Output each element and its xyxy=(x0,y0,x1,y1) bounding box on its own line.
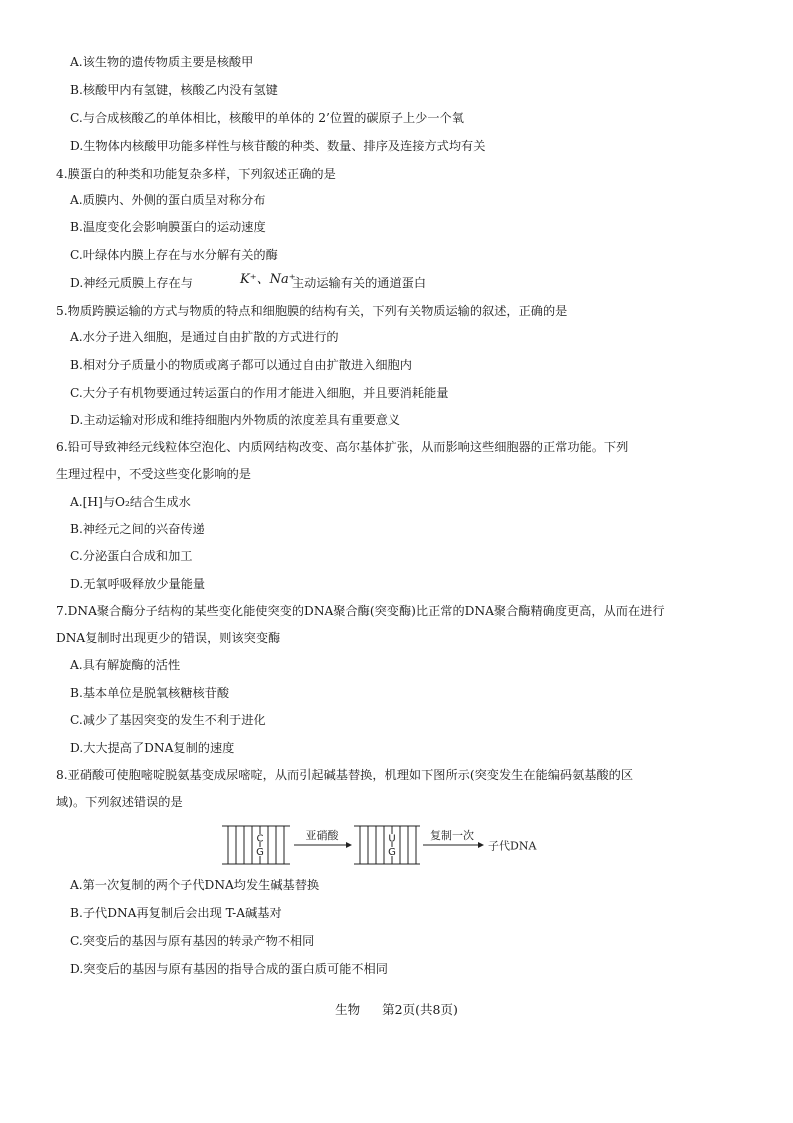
question-5-stem: 5.物质跨膜运输的方式与物质的特点和细胞膜的结构有关，下列有关物质运输的叙述，正确的是 xyxy=(56,304,568,318)
question-4-stem: 4.膜蛋白的种类和功能复杂多样，下列叙述正确的是 xyxy=(56,167,336,181)
option-d: D.生物体内核酸甲功能多样性与核苷酸的种类、数量、排序及连接方式均有关 xyxy=(70,139,486,153)
ion-formula: K⁺、Na⁺ xyxy=(240,272,296,287)
dna-segment-original xyxy=(222,826,290,864)
q6-option-d: D.无氧呼吸释放少量能量 xyxy=(70,577,206,591)
q5-option-c: C.大分子有机物要通过转运蛋白的作用才能进入细胞，并且要消耗能量 xyxy=(70,386,449,400)
base-substitution-diagram xyxy=(220,823,550,869)
q8-option-b: B.子代DNA再复制后会出现 T-A碱基对 xyxy=(70,906,282,920)
q5-option-b: B.相对分子质量小的物质或离子都可以通过自由扩散进入细胞内 xyxy=(70,358,412,372)
q7-option-c: C.减少了基因突变的发生不利于进化 xyxy=(70,713,266,727)
q7-option-a: A.具有解旋酶的活性 xyxy=(70,658,181,672)
option-c: C.与合成核酸乙的单体相比，核酸甲的单体的 2’位置的碳原子上少一个氧 xyxy=(70,111,464,125)
page-footer xyxy=(0,1000,793,1018)
question-8-stem-line2: 域)。下列叙述错误的是 xyxy=(56,795,183,809)
q8-option-c: C.突变后的基因与原有基因的转录产物不相同 xyxy=(70,934,315,948)
arrow-head-1 xyxy=(346,842,352,848)
q5-option-a: A.水分子进入细胞，是通过自由扩散的方式进行的 xyxy=(70,330,339,344)
base-g-label: G xyxy=(256,847,264,858)
footer-subject: 生物 xyxy=(335,1002,361,1017)
q7-option-d: D.大大提高了DNA复制的速度 xyxy=(70,741,235,755)
question-7-stem-line1: 7.DNA聚合酶分子结构的某些变化能使突变的DNA聚合酶(突变酶)比正常的DNA聚合酶精确度更高，从而在进行 xyxy=(56,604,665,618)
q4-option-a: A.质膜内、外侧的蛋白质呈对称分布 xyxy=(70,193,266,207)
q4-option-d-tail: 主动运输有关的通道蛋白 xyxy=(292,276,427,290)
arrow-head-2 xyxy=(478,842,484,848)
q8-option-d: D.突变后的基因与原有基因的指导合成的蛋白质可能不相同 xyxy=(70,962,388,976)
option-a: A.该生物的遗传物质主要是核酸甲 xyxy=(70,55,254,69)
base-g-label-2: G xyxy=(388,847,396,858)
q7-option-b: B.基本单位是脱氧核糖核苷酸 xyxy=(70,686,230,700)
q4-option-b: B.温度变化会影响膜蛋白的运动速度 xyxy=(70,220,266,234)
q5-option-d: D.主动运输对形成和维持细胞内外物质的浓度差具有重要意义 xyxy=(70,413,401,427)
question-8-stem-line1: 8.亚硝酸可使胞嘧啶脱氨基变成尿嘧啶，从而引起碱基替换，机理如下图所示(突变发生在能编码氨基酸的区 xyxy=(56,768,634,782)
q8-option-a: A.第一次复制的两个子代DNA均发生碱基替换 xyxy=(70,878,320,892)
footer-page-number: 第2页(共8页) xyxy=(382,1002,458,1017)
option-b: B.核酸甲内有氢键，核酸乙内没有氢键 xyxy=(70,83,278,97)
q4-option-d: D.神经元质膜上存在与 xyxy=(70,276,193,290)
q4-option-c: C.叶绿体内膜上存在与水分解有关的酶 xyxy=(70,248,278,262)
q6-option-a: A.[H]与O₂结合生成水 xyxy=(70,495,191,509)
arrow-label-nitrous-acid: 亚硝酸 xyxy=(305,829,339,842)
q6-option-c: C.分泌蛋白合成和加工 xyxy=(70,549,193,563)
q6-option-b: B.神经元之间的兴奋传递 xyxy=(70,522,205,536)
base-c-label: C xyxy=(256,833,264,845)
question-6-stem-line1: 6.铅可导致神经元线粒体空泡化、内质网结构改变、高尔基体扩张，从而影响这些细胞器的正常功能。下列 xyxy=(56,440,629,454)
question-6-stem-line2: 生理过程中，不受这些变化影响的是 xyxy=(56,467,251,481)
dna-segment-mutated xyxy=(354,826,420,864)
arrow-label-replicate-once: 复制一次 xyxy=(430,829,474,842)
base-u-label: U xyxy=(388,833,396,845)
daughter-dna-label: 子代DNA xyxy=(488,839,537,853)
question-7-stem-line2: DNA复制时出现更少的错误，则该突变酶 xyxy=(56,631,281,645)
